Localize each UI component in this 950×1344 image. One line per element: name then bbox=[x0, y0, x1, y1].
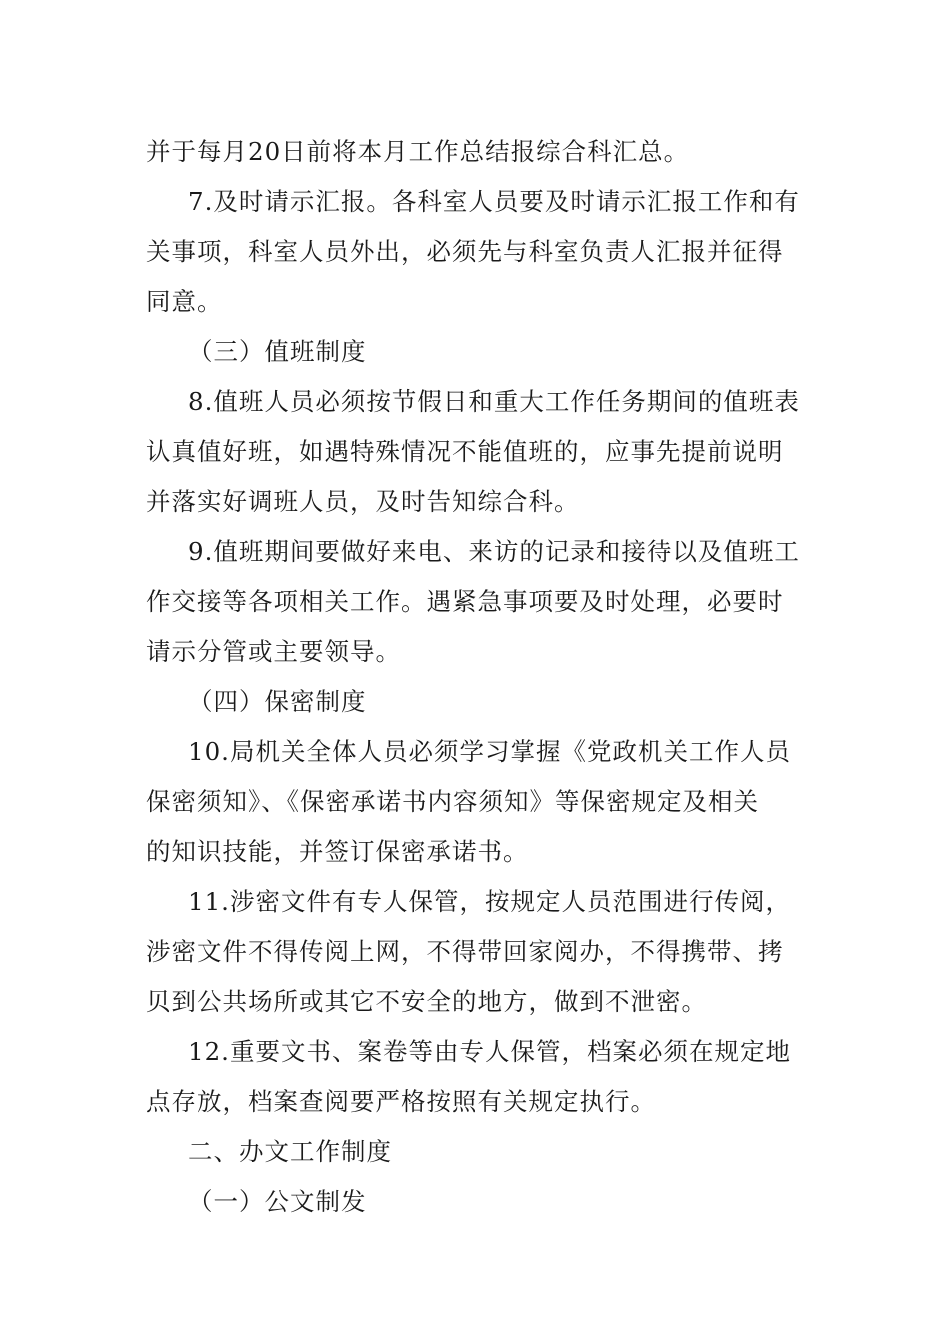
text-line: 涉密文件不得传阅上网，不得带回家阅办，不得携带、拷 bbox=[146, 937, 784, 966]
text-line: 9.值班期间要做好来电、来访的记录和接待以及值班工 bbox=[188, 537, 800, 566]
text-line: 并于每月20日前将本月工作总结报综合科汇总。 bbox=[146, 137, 690, 166]
text-line: 请示分管或主要领导。 bbox=[146, 637, 401, 666]
section-heading: （一）公文制发 bbox=[188, 1187, 367, 1216]
text-line: 的知识技能，并签订保密承诺书。 bbox=[146, 837, 529, 866]
text-line: 贝到公共场所或其它不安全的地方，做到不泄密。 bbox=[146, 987, 707, 1016]
text-line: 12.重要文书、案卷等由专人保管，档案必须在规定地 bbox=[188, 1037, 791, 1066]
text-line: 8.值班人员必须按节假日和重大工作任务期间的值班表 bbox=[188, 387, 800, 416]
section-heading: （三）值班制度 bbox=[188, 337, 367, 366]
text-line: 11.涉密文件有专人保管，按规定人员范围进行传阅， bbox=[188, 887, 791, 916]
text-line: 并落实好调班人员，及时告知综合科。 bbox=[146, 487, 580, 516]
text-line: 10.局机关全体人员必须学习掌握《党政机关工作人员 bbox=[188, 737, 791, 766]
text-line: 同意。 bbox=[146, 287, 223, 316]
document-body bbox=[146, 127, 808, 1227]
text-line: 关事项，科室人员外出，必须先与科室负责人汇报并征得 bbox=[146, 237, 784, 266]
text-line: 作交接等各项相关工作。遇紧急事项要及时处理，必要时 bbox=[146, 587, 784, 616]
chapter-heading: 二、办文工作制度 bbox=[188, 1137, 392, 1166]
text-line: 点存放，档案查阅要严格按照有关规定执行。 bbox=[146, 1087, 656, 1116]
text-line: 认真值好班，如遇特殊情况不能值班的，应事先提前说明 bbox=[146, 437, 784, 466]
text-line: 7.及时请示汇报。各科室人员要及时请示汇报工作和有 bbox=[188, 187, 800, 216]
section-heading: （四）保密制度 bbox=[188, 687, 367, 716]
text-line: 保密须知》、《保密承诺书内容须知》等保密规定及相关 bbox=[146, 787, 759, 816]
